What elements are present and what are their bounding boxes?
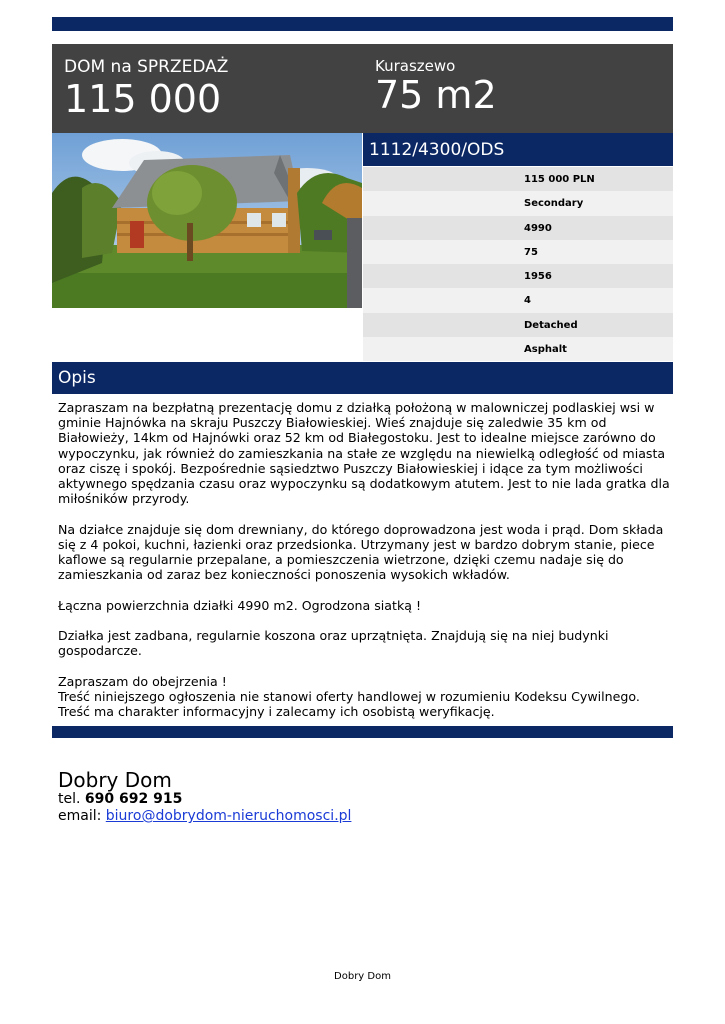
detail-value: 4 <box>524 295 531 307</box>
description-paragraph: Zapraszam na bezpłatną prezentację domu z działką położoną w malowniczej podlaskiej wsi w gminie Hajnówka na skraju Puszczy Białowieskiej. Wieś znajduje się zaledwie 35 km od Białowieży, 14km od Hajnówki oraz 52 km od Białegostoku. Jest to idealne miejsce zarówno do wypoczynku, jak również do zamieszkania na stałe ze względu na niewielką odległość od miasta oraz ciszę i spokój. Bezpośrednie sąsiedztwo Puszczy Białowieskiej i idące za tym możliwości aktywnego spędzania czasu oraz wypoczynku są dodatkowym atutem. Jest to nie lada gratka dla miłośników przyrody. <box>58 400 670 507</box>
detail-value: Detached <box>524 319 578 331</box>
detail-row-year <box>363 264 673 288</box>
property-city: Kuraszewo <box>375 57 456 75</box>
detail-row-access-road <box>363 337 673 361</box>
detail-row-house-area <box>363 240 673 264</box>
property-type: DOM na SPRZEDAŻ <box>64 57 229 77</box>
listing-header <box>52 44 673 133</box>
detail-value: Asphalt <box>524 343 567 355</box>
phone-label: tel. <box>58 791 81 807</box>
page-footer: Dobry Dom <box>334 971 391 982</box>
description-paragraph: Na działce znajduje się dom drewniany, do którego doprowadzona jest woda i prąd. Dom składa się z 4 pokoi, kuchni, łazienki oraz przedsionka. Utrzymany jest w bardzo dobrym stanie, piece kaflowe są regularnie przepalane, a pomieszczenia wietrzone, dzięki czemu nadaje się do zamieszkania od zaraz bez konieczności ponoszenia wysokich wkładów. <box>58 521 664 583</box>
property-price: 115 000 <box>64 77 222 121</box>
detail-row-market <box>363 191 673 215</box>
description-paragraph: Treść niniejszego ogłoszenia nie stanowi oferty handlowej w rozumieniu Kodeksu Cywilnego. Treść ma charakter informacyjny i zalecamy ich osobistą weryfikację. <box>58 688 640 719</box>
agency-name: Dobry Dom <box>58 768 172 792</box>
email-link[interactable]: biuro@dobrydom-nieruchomosci.pl <box>105 808 352 824</box>
property-photo <box>52 133 362 308</box>
listing-reference: 1112/4300/ODS <box>369 140 505 160</box>
detail-value: 75 <box>524 246 538 258</box>
reference-bar <box>363 133 673 166</box>
detail-row-price <box>363 167 673 191</box>
contact-phone <box>58 791 182 807</box>
detail-value: Secondary <box>524 198 584 210</box>
bottom-accent-bar <box>52 726 673 738</box>
description-heading-bar <box>52 362 673 394</box>
description-body <box>58 400 670 719</box>
detail-row-building-type <box>363 313 673 337</box>
top-accent-bar <box>52 17 673 31</box>
detail-value: 115 000 PLN <box>524 174 595 185</box>
detail-value: 1956 <box>524 271 552 282</box>
contact-email <box>58 808 351 824</box>
description-paragraph: Łączna powierzchnia działki 4990 m2. Ogrodzona siatką ! <box>58 597 422 613</box>
email-label: email: <box>58 808 102 824</box>
description-heading: Opis <box>58 368 96 388</box>
detail-row-plot-area <box>363 216 673 240</box>
description-paragraph: Zapraszam do obejrzenia ! <box>58 673 227 689</box>
property-area: 75 m2 <box>375 73 497 117</box>
detail-value: 4990 <box>524 222 552 234</box>
description-paragraph: Działka jest zadbana, regularnie koszona oraz uprzątnięta. Znajdują się na niej budynki gospodarcze. <box>58 628 609 659</box>
details-table <box>363 167 673 361</box>
detail-row-rooms <box>363 288 673 312</box>
phone-number[interactable]: 690 692 915 <box>84 791 183 807</box>
